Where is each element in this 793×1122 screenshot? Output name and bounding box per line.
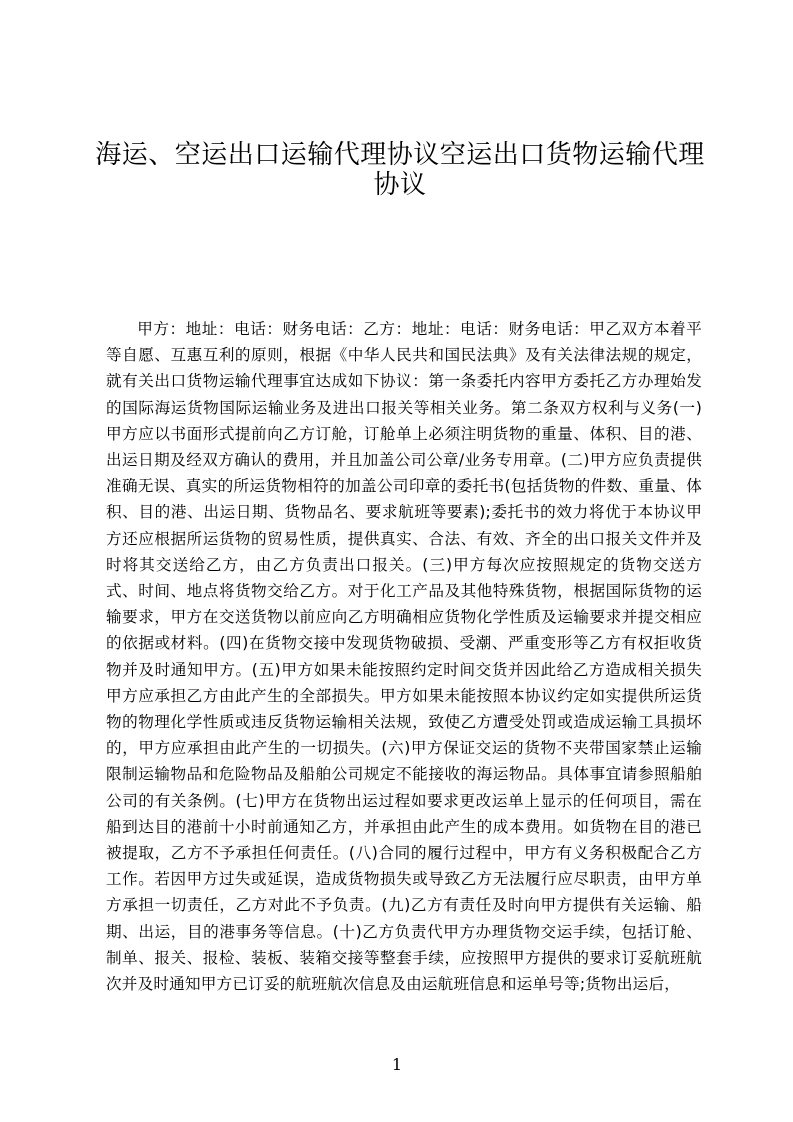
document-body-paragraph: 甲方：地址：电话：财务电话：乙方：地址：电话：财务电话：甲乙双方本着平等自愿、互惠互利的原则，根据《中华人民共和国民法典》及有关法律法规的规定，就有关出口货物运输代理事宜达成如下协议：第一条委托内容甲方委托乙方办理始发的国际海运货物国际运输业务及进出口报关等相关业务。第二条双方权利与义务(一)甲方应以书面形式提前向乙方订舱，订舱单上必须注明货物的重量、体积、目的港、出运日期及经双方确认的费用，并且加盖公司公章/业务专用章。(二)甲方应负责提供准确无误、真实的所运货物相符的加盖公司印章的委托书(包括货物的件数、重量、体积、目的港、出运日期、货物品名、要求航班等要素);委托书的效力将优于本协议甲方还应根据所运货物的贸易性质，提供真实、合法、有效、齐全的出口报关文件并及时将其交送给乙方，由乙方负责出口报关。(三)甲方每次应按照规定的货物交送方式、时间、地点将货物交给乙方。对于化工产品及其他特殊货物，根据国际货物的运输要求，甲方在交送货物以前应向乙方明确相应货物化学性质及运输要求并提交相应的依据或材料。(四)在货物交接中发现货物破损、受潮、严重变形等乙方有权拒收货物并及时通知甲方。(五)甲方如果未能按照约定时间交货并因此给乙方造成相关损失甲方应承担乙方由此产生的全部损失。甲方如果未能按照本协议约定如实提供所运货物的物理化学性质或违反货物运输相关法规，致使乙方遭受处罚或造成运输工具损坏的，甲方应承担由此产生的一切损失。(六)甲方保证交运的货物不夹带国家禁止运输限制运输物品和危险物品及船舶公司规定不能接收的海运物品。具体事宜请参照船舶公司的有关条例。(七)甲方在货物出运过程如要求更改运单上显示的任何项目，需在船到达目的港前十小时前通知乙方，并承担由此产生的成本费用。如货物在目的港已被提取，乙方不予承担任何责任。(八)合同的履行过程中，甲方有义务积极配合乙方工作。若因甲方过失或延误，造成货物损失或导致乙方无法履行应尽职责，由甲方单方承担一切责任，乙方对此不予负责。(九)乙方有责任及时向甲方提供有关运输、船期、出运，目的港事务等信息。(十)乙方负责代甲方办理货物交运手续，包括订舱、制单、报关、报检、装板、装箱交接等整套手续，应按照甲方提供的要求订妥航班航次并及时通知甲方已订妥的航班航次信息及由运航班信息和运单号等;货物出运后， — [106, 320, 702, 994]
document-title: 海运、空运出口运输代理协议空运出口货物运输代理协议 — [95, 140, 705, 200]
page-number: 1 — [391, 1055, 403, 1074]
